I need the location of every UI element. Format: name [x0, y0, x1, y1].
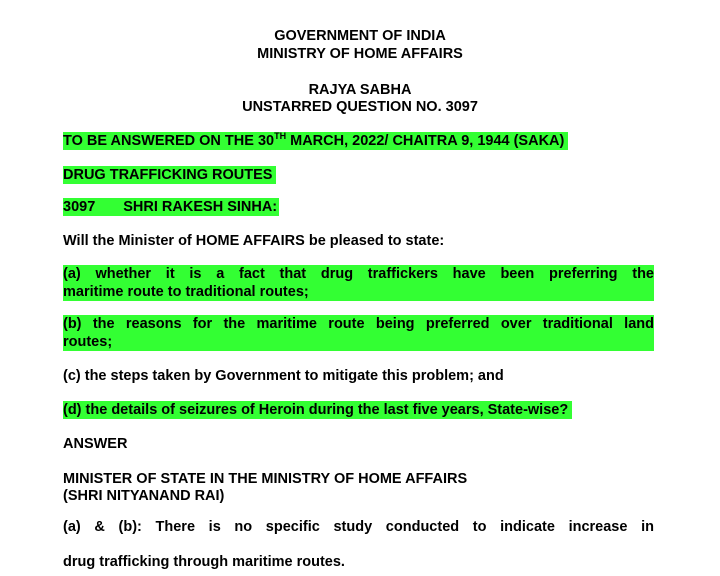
minister-line1: MINISTER OF STATE IN THE MINISTRY OF HOME AFFAIRS — [63, 471, 468, 487]
answer-ab-line1: (a) & (b): There is no specific study conducted to indicate increase in — [63, 519, 654, 535]
member-line — [63, 198, 279, 216]
part-b-block — [63, 315, 654, 351]
answer-date-prefix: TO BE ANSWERED ON THE 30 — [63, 133, 275, 149]
answer-ab-line2: drug trafficking through maritime routes. — [63, 554, 345, 570]
minister-line2: (SHRI NITYANAND RAI) — [63, 488, 225, 504]
part-a-block — [63, 265, 654, 301]
member-name: SHRI RAKESH SINHA: — [123, 199, 278, 215]
answer-heading: ANSWER — [63, 436, 128, 452]
part-a-line1: (a) whether it is a fact that drug traffickers have been preferring the — [63, 266, 654, 282]
part-a-line2: maritime route to traditional routes; — [63, 284, 309, 300]
subject-title: DRUG TRAFFICKING ROUTES — [63, 166, 276, 184]
intro-line: Will the Minister of HOME AFFAIRS be pleased to state: — [63, 233, 445, 249]
house-heading: RAJYA SABHA — [308, 82, 412, 98]
part-c-line: (c) the steps taken by Government to mitigate this problem; and — [63, 368, 504, 384]
answer-date-suffix: MARCH, 2022/ CHAITRA 9, 1944 (SAKA) — [286, 133, 565, 149]
question-heading: UNSTARRED QUESTION NO. 3097 — [242, 99, 478, 115]
government-heading: GOVERNMENT OF INDIA — [274, 28, 446, 44]
ministry-heading: MINISTRY OF HOME AFFAIRS — [257, 46, 463, 62]
subject-line — [63, 166, 276, 184]
part-d-line — [63, 401, 572, 419]
part-b-line2: routes; — [63, 334, 113, 350]
part-d-text: (d) the details of seizures of Heroin during the last five years, State-wise? — [63, 401, 572, 419]
question-number: 3097 — [63, 199, 96, 215]
answer-date-sup: TH — [274, 131, 287, 142]
part-b-line1: (b) the reasons for the maritime route being preferred over traditional land — [63, 316, 654, 332]
answer-date-line — [63, 132, 568, 150]
